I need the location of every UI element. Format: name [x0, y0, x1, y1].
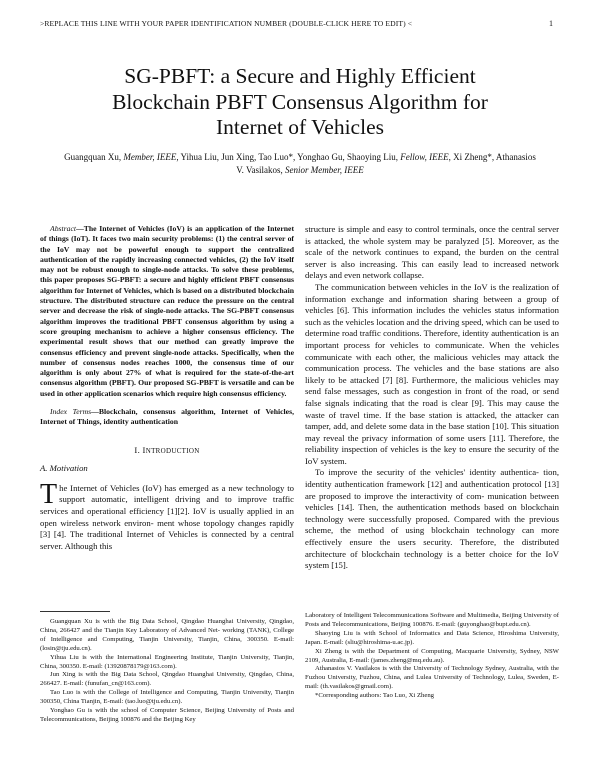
section-heading [40, 445, 294, 458]
title-line: SG-PBFT: a Secure and Highly Efficient [124, 64, 476, 88]
footnote: Jun Xing is with the Big Data School, Qingdao Huanghai University, Qingdao, China, 266427. E-mail: (funufan_cn@163.com). [40, 671, 294, 688]
footnote: Laboratory of Intelligent Telecommunications Software and Multimedia, Beijing University of Posts and Telecommunications, Beijing 100876. E-mail: (guyonghao@bupt.edu.cn). [305, 612, 559, 628]
footnote-rule [40, 611, 110, 612]
abstract-lead: Abstract [50, 224, 77, 233]
paper-title [40, 64, 560, 141]
intro-text: he Internet of Vehicles (IoV) has emerged as a new technology to support automatic, intelligent driving and to improve traffic services and operational efficiency [1][2]. IoV is usually applied in an open wireless network environ- ment whose topology changes rapidly [3] [4]. The traditional Internet of Vehicles is connected by a central server. Although this [40, 482, 294, 551]
footnote: Tao Luo is with the College of Intelligence and Computing, Tianjin University, Tianjin 300350, China Tianjin, E-mail: (tao.luo@tju.edu.cn). [40, 689, 294, 706]
footnote: Xi Zheng is with the Department of Computing, Macquarie University, Sydney, NSW 2109, Australia, E-mail: (james.zheng@mq.edu.au). [305, 647, 559, 664]
author-text: Guangquan Xu, [64, 152, 124, 162]
footnote: Yonghao Gu is with the school of Computer Science, Beijing University of Posts and Telecommunications, Beijing 100876 and the Beijing Key [40, 707, 294, 723]
index-terms-text: —Blockchain, consensus algorithm, Internet of Vehicles, Internet of Things, identity authentication [40, 407, 294, 427]
body-paragraph: The communication between vehicles in the IoV is the realization of information exchange and information sharing between a group of vehicles [6]. This information includes the vehicles status information such as the vehicles location and the driving speed, which can be used to determine road traffic conditions. Therefore, identity authentication is an important process for vehicles to communicate. When the vehicles communicate with each other, the malicious vehicles may attack the communication process. The vehicles and the base stations are also likely to be attacked [7] [8]. Furthermore, the malicious vehicles may send false messages, such as congestion in front of the road, or send false signals indicating that the road is clear [9]. This may cause the waste of travel time. If the base station is attacked, the attacker can tamper, add, and delete some data in the base station [10]. This situation may reveal the privacy information of some users [11]. Therefore, the reliability inspection of vehicles is the key to ensure the security of the IoV system. [305, 281, 559, 466]
body-paragraph: To improve the security of the vehicles' identity authentica- tion, identity authentication framework [12] and authentication protocol [13] are proposed to improve the interactivity of com- munication between vehicles [14]. Then, the authentication methods based on blockchain technology were successfully proposed. Compared with the previous scheme, the method of using blockchain technology can more effectively ensure the users security. Therefore, the distributed architecture of blockchain technology is a better choice for the IoV system [15]. [305, 467, 559, 571]
intro-paragraph [40, 478, 294, 553]
title-line: Internet of Vehicles [216, 115, 384, 139]
author-list [62, 151, 538, 176]
footnote: Athanasios V. Vasilakos is with the University of Technology Sydney, Australia, with the Fuzhou University, Fuzhou, China, and Lulea University of Technology, Lulea, Sweden, E-mail: (th.vasilakos@gmail.com). [305, 665, 559, 691]
footnotes-left [40, 618, 294, 725]
footnote: Yihua Liu is with the International Engineering Institute, Tianjin University, Tianjin, China, 300350. E-mail: (13920878179@163.com). [40, 653, 294, 670]
running-header: >REPLACE THIS LINE WITH YOUR PAPER IDENTIFICATION NUMBER (DOUBLE-CLICK HERE TO EDIT) < [40, 19, 413, 28]
author-role: Fellow, IEEE [400, 152, 449, 162]
footnote: Guangquan Xu is with the Big Data School, Qingdao Huanghai University, Qingdao, China, 266427 and the Tianjin Key Laboratory of Advanced Net- working (TANK), College of Intelligence and Computing, Tianjin University, Tianjin, China, 300350. E-mail: (losin@tju.edu.cn). [40, 618, 294, 652]
index-terms [40, 407, 294, 428]
footnote: *Corresponding authors: Tao Luo, Xi Zheng [315, 692, 435, 700]
section-numeral: I. [134, 444, 143, 455]
author-role: Senior Member, IEEE [284, 164, 364, 175]
section-rest: NTRODUCTION [145, 446, 200, 455]
author-role: Member, IEEE [123, 152, 177, 162]
drop-cap: T [40, 478, 58, 510]
page-number: 1 [549, 19, 553, 28]
footnote: Shaoying Liu is with School of Informatics and Data Science, Hiroshima University, Japan. E-mail: (sliu@hiroshima-u.ac.jp). [305, 629, 559, 646]
abstract-text: —The Internet of Vehicles (IoV) is an application of the Internet of things (IoT). It faces two main security problems: (1) the central server of the IoV may not be powerful enough to support the centralized authentication of the rapidly increasing connected vehicles, (2) the IoV itself may not be robust enough to single-node attacks. To solve these problems, this paper proposes SG-PBFT: a secure and highly efficient PBFT consensus algorithm for Internet of Vehicles, which is based on a distributed blockchain structure. The distributed structure can reduce the pressure on the central server and decrease the risk of single-node attacks. The SG-PBFT consensus algorithm improves the traditional PBFT consensus algorithm by using a score grouping mechanism to achieve a higher consensus efficiency. The experimental result shows that our method can greatly improve the consensus efficiency and prevent single-node attacks. Specifically, when the number of consensus nodes reaches 1000, the consensus time of our algorithm is only about 27% of what is required for the state-of-the-art consensus algorithm (PBFT). Our proposed SG-PBFT is versatile and can be used in other application scenarios which require high consensus efficiency. [40, 224, 294, 398]
section-first-letter: I [142, 444, 146, 455]
subsection-heading: A. Motivation [40, 463, 88, 474]
abstract [40, 224, 294, 399]
left-column [40, 224, 294, 552]
body-paragraph: structure is simple and easy to control terminals, once the central server is attacked, the whole system may be paralyzed [5]. Moreover, as the scale of the network continues to expand, the burden on the central server is also increasing. This can easily lead to increased network delays and even network collapse. [305, 224, 559, 281]
footnotes-right [305, 612, 559, 701]
title-line: Blockchain PBFT Consensus Algorithm for [112, 89, 488, 114]
index-terms-lead: Index Terms [50, 407, 92, 417]
right-column [305, 224, 559, 572]
author-text: , Yihua Liu, Jun Xing, Tao Luo*, Yonghao Gu, Shaoying Liu, [176, 152, 401, 162]
author-text: , Xi Zheng*, Athanasios V. Vasilakos, [236, 152, 536, 175]
